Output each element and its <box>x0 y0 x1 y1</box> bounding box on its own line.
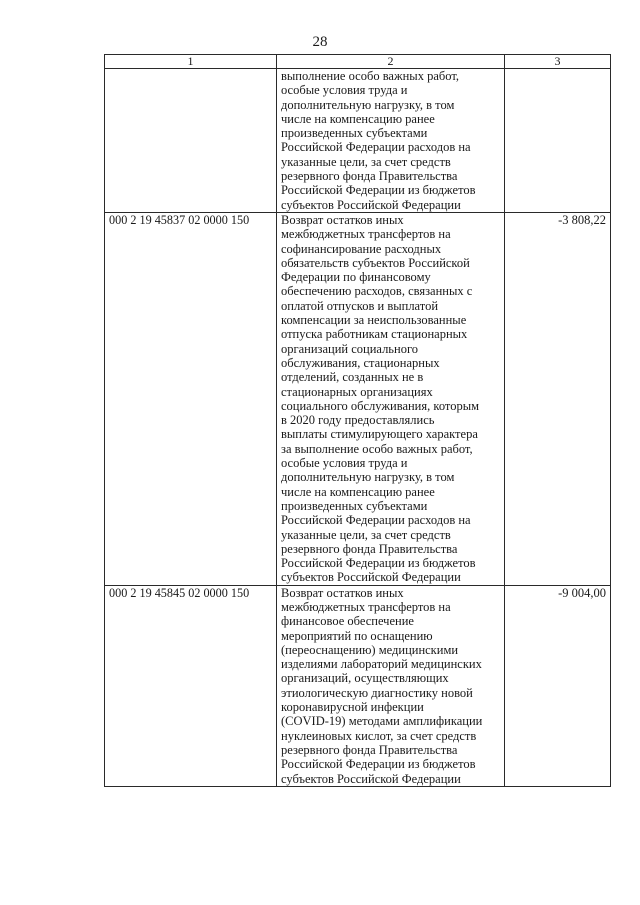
row-amount <box>505 69 611 213</box>
description-line: Российской Федерации из бюджетов <box>281 183 476 198</box>
description-line: обеспечению расходов, связанных с <box>281 284 473 299</box>
description-line: особые условия труда и <box>281 456 408 471</box>
description-line: числе на компенсацию ранее <box>281 111 435 126</box>
description-line: межбюджетных трансфертов на <box>281 599 451 614</box>
description-line: оплатой отпусков и выплатой <box>281 298 439 313</box>
description-line: организаций социального <box>281 341 419 356</box>
description-line: мероприятий по оснащению <box>281 628 433 643</box>
description-line: (переоснащению) медицинскими <box>281 642 459 657</box>
description-line: отделений, созданных не в <box>281 370 424 385</box>
description-line: произведенных субъектами <box>281 498 428 513</box>
description-line: (COVID-19) методами амплификации <box>281 714 483 729</box>
description-line: обслуживания, стационарных <box>281 355 440 370</box>
description-line: числе на компенсацию ранее <box>281 484 435 499</box>
description-line: в 2020 году предоставлялись <box>281 413 435 428</box>
description-line: этиологическую диагностику новой <box>281 685 473 700</box>
description-line: софинансирование расходных <box>281 241 442 256</box>
description-line: компенсации за неиспользованные <box>281 313 467 328</box>
budget-table <box>104 54 611 787</box>
description-line: финансовое обеспечение <box>281 614 414 629</box>
description-line: за выполнение особо важных работ, <box>281 441 473 456</box>
description-line: Российской Федерации из бюджетов <box>281 757 476 772</box>
description-line: обязательств субъектов Российской <box>281 255 470 270</box>
table-header-row <box>105 55 611 69</box>
description-line: нуклеиновых кислот, за счет средств <box>281 728 477 743</box>
description-line: резервного фонда Правительства <box>281 541 458 556</box>
row-code: 000 2 19 45837 02 0000 150 <box>105 212 277 585</box>
description-line: дополнительную нагрузку, в том <box>281 97 455 112</box>
row-description <box>277 212 505 585</box>
description-line: субъектов Российской Федерации <box>281 771 461 786</box>
description-line: субъектов Российской Федерации <box>281 197 461 212</box>
table-row <box>105 69 611 213</box>
row-amount: -9 004,00 <box>505 585 611 786</box>
table-row <box>105 585 611 786</box>
table-row <box>105 212 611 585</box>
description-line: резервного фонда Правительства <box>281 742 458 757</box>
page-number: 28 <box>312 34 328 50</box>
column-header-3: 3 <box>505 55 611 69</box>
description-line: отпуска работникам стационарных <box>281 327 468 342</box>
description-line: организаций, осуществляющих <box>281 671 449 686</box>
row-code <box>105 69 277 213</box>
row-code: 000 2 19 45845 02 0000 150 <box>105 585 277 786</box>
row-amount: -3 808,22 <box>505 212 611 585</box>
description-line: особые условия труда и <box>281 83 408 98</box>
description-line: межбюджетных трансфертов на <box>281 227 451 242</box>
description-line: Возврат остатков иных <box>281 585 404 600</box>
description-line: указанные цели, за счет средств <box>281 527 451 542</box>
description-line: Российской Федерации расходов на <box>281 140 471 155</box>
description-line: выполнение особо важных работ, <box>281 69 459 83</box>
description-line: социального обслуживания, которым <box>281 398 480 413</box>
row-description <box>277 585 505 786</box>
description-line: Возврат остатков иных <box>281 212 404 227</box>
description-line: изделиями лабораторий медицинских <box>281 657 482 672</box>
description-line: дополнительную нагрузку, в том <box>281 470 455 485</box>
description-line: указанные цели, за счет средств <box>281 154 451 169</box>
column-header-1: 1 <box>105 55 277 69</box>
description-line: Российской Федерации расходов на <box>281 513 471 528</box>
column-header-2: 2 <box>277 55 505 69</box>
description-line: резервного фонда Правительства <box>281 169 458 184</box>
description-line: коронавирусной инфекции <box>281 700 424 715</box>
description-line: Российской Федерации из бюджетов <box>281 556 476 571</box>
row-description <box>277 69 505 213</box>
description-line: произведенных субъектами <box>281 126 428 141</box>
description-line: выплаты стимулирующего характера <box>281 427 478 442</box>
description-line: субъектов Российской Федерации <box>281 570 461 585</box>
description-line: стационарных организациях <box>281 384 433 399</box>
description-line: Федерации по финансовому <box>281 270 431 285</box>
